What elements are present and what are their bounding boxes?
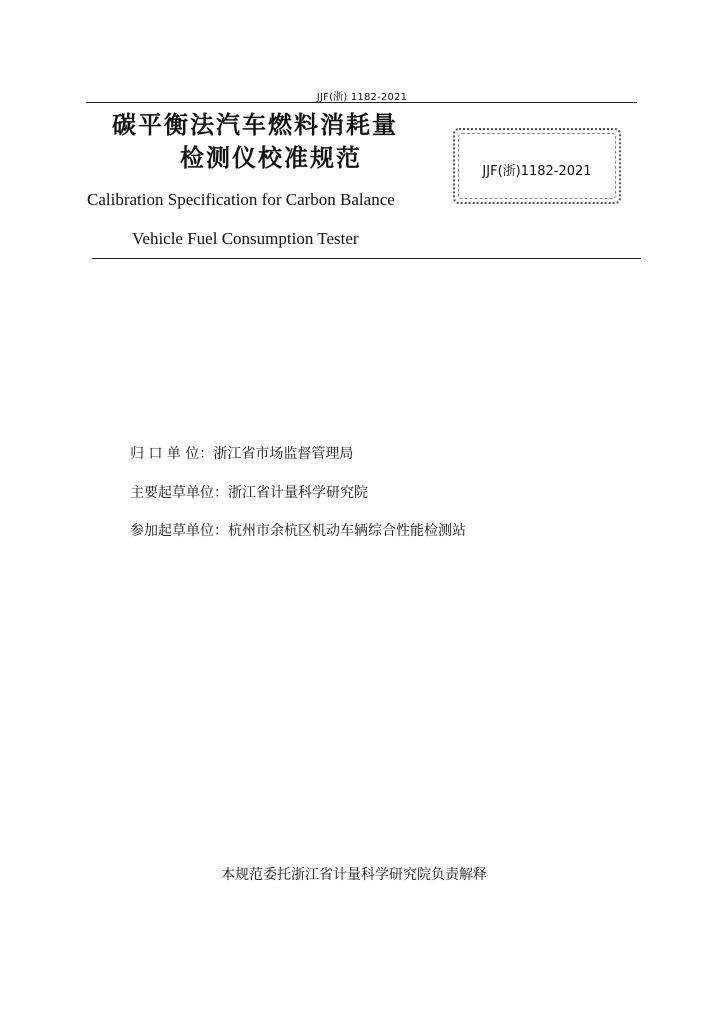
standard-code: JJF(浙)1182-2021 xyxy=(482,164,592,179)
info-label: 参加起草单位： xyxy=(130,523,228,539)
title-rule xyxy=(92,258,641,259)
info-row-main-drafting-unit xyxy=(130,486,368,500)
header-rule xyxy=(86,102,637,103)
info-value: 浙江省计量科学研究院 xyxy=(228,485,368,501)
title-chinese-line-1: 碳平衡法汽车燃料消耗量 xyxy=(112,111,398,139)
info-row-participating-unit xyxy=(130,524,466,538)
header-standard-code: JJF(浙) 1182-2021 xyxy=(316,92,408,103)
info-value: 杭州市余杭区机动车辆综合性能检测站 xyxy=(228,523,466,539)
title-english-line-1: Calibration Specification for Carbon Balance xyxy=(87,190,395,209)
info-label: 主要起草单位： xyxy=(130,485,228,501)
info-row-responsible-unit xyxy=(130,447,353,461)
info-value: 浙江省市场监督管理局 xyxy=(213,446,354,462)
info-label: 归 口 单 位： xyxy=(130,446,214,462)
interpretation-note: 本规范委托浙江省计量科学研究院负责解释 xyxy=(221,867,487,883)
title-english-line-2: Vehicle Fuel Consumption Tester xyxy=(132,229,359,248)
title-chinese-line-2: 检测仪校准规范 xyxy=(180,144,362,172)
